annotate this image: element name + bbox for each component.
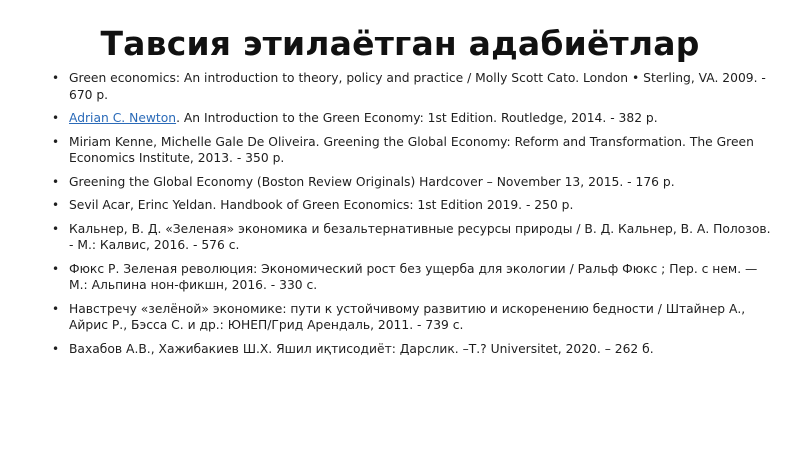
reference-text: Sevil Acar, Erinc Yeldan. Handbook of Green Economics: 1st Edition 2019. - 250 p. <box>69 198 574 212</box>
reference-text: Greening the Global Economy (Boston Review Originals) Hardcover – November 13, 2015. - 176 p. <box>69 174 675 189</box>
bullet-icon: • <box>52 221 60 236</box>
bullet-icon: • <box>52 261 60 276</box>
reference-item <box>52 110 772 127</box>
bullet-icon: • <box>52 134 60 149</box>
reference-item <box>52 174 772 191</box>
reference-item <box>52 261 772 294</box>
reference-text: Кальнер, В. Д. «Зеленая» экономика и безальтернативные ресурсы природы / В. Д. Кальнер, В. А. Полозов. - М.: Калвис, 2016. - 576 с. <box>69 221 771 252</box>
reference-item <box>52 134 772 167</box>
reference-text: Вахабов А.В., Хажибакиев Ш.Х. Яшил иқтисодиёт: Дарслик. –Т.? Universitet, 2020. – 262 б. <box>69 341 654 356</box>
slide-title: Тавсия этилаётган адабиётлар <box>100 24 700 63</box>
reference-item <box>52 197 772 214</box>
reference-item <box>52 301 772 334</box>
bullet-icon: • <box>52 198 60 212</box>
reference-item <box>52 70 772 103</box>
reference-text: Фюкс Р. Зеленая революция: Экономический рост без ущерба для экологии / Ральф Фюкс ; Пер. с нем. — М.: Альпина нон-фикшн, 2016. - 330 с. <box>69 261 758 292</box>
reference-list <box>52 70 772 364</box>
reference-text: Green economics: An introduction to theory, policy and practice / Molly Scott Cato. London • Sterling, VA. 2009. - 670 p. <box>69 71 766 102</box>
reference-item <box>52 221 772 254</box>
bullet-icon: • <box>52 174 60 189</box>
author-link[interactable]: Adrian C. Newton <box>69 111 177 125</box>
reference-text: . An Introduction to the Green Economy: 1st Edition. Routledge, 2014. - 382 p. <box>176 111 658 125</box>
reference-text: Навстречу «зелёной» экономике: пути к устойчивому развитию и искоренению бедности / Штайнер А., Айрис Р., Бэсса С. и др.: ЮНЕП/Грид Арендаль, 2011. - 739 с. <box>69 301 746 332</box>
reference-text: Miriam Kenne, Michelle Gale De Oliveira. Greening the Global Economy: Reform and Transformation. The Green Economics Institute, 2013. - 350 p. <box>69 134 754 165</box>
bullet-icon: • <box>52 111 60 125</box>
bullet-icon: • <box>52 301 60 316</box>
reference-item <box>52 341 772 358</box>
bullet-icon: • <box>52 71 60 85</box>
bullet-icon: • <box>52 341 60 356</box>
